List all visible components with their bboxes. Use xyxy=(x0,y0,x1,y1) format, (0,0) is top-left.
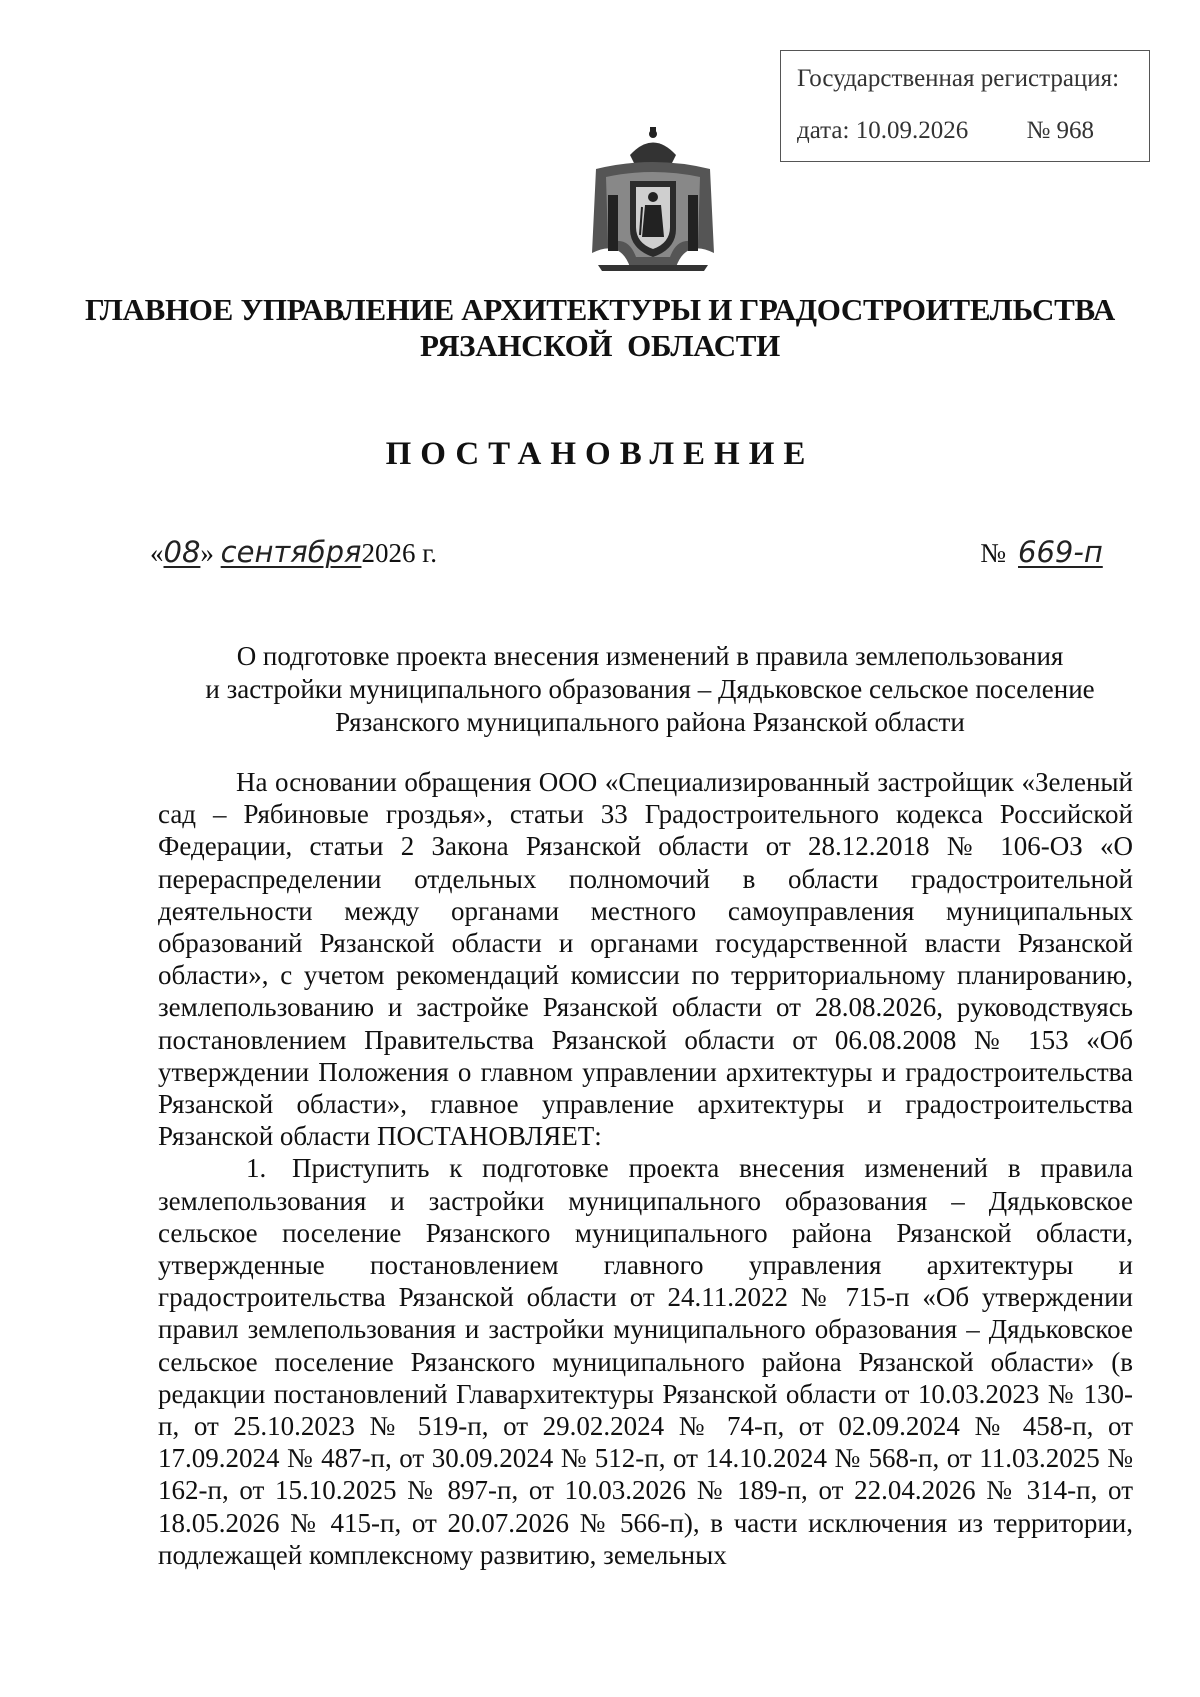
subject-line1: О подготовке проекта внесения изменений в правила землепользования xyxy=(236,641,1064,671)
document-type-title: ПОСТАНОВЛЕНИЕ xyxy=(385,436,815,472)
agency-name-line1: ГЛАВНОЕ УПРАВЛЕНИЕ АРХИТЕКТУРЫ И ГРАДОСТРОИТЕЛЬСТВА xyxy=(84,292,1115,327)
item-1-paragraph xyxy=(158,1152,1133,1571)
date-close-quote: » xyxy=(200,538,214,568)
date-open-quote: « xyxy=(150,538,164,568)
document-number-label: № xyxy=(980,538,1006,568)
preamble-paragraph: На основании обращения ООО «Специализированный застройщик «Зеленый сад – Рябиновые гроздья», статьи 33 Градостроительного кодекса Российской Федерации, статьи 2 Закона Рязанской области от 28.12.2018 № 106-ОЗ «О перераспределении отдельных полномочий в области градостроительной деятельности между органами местного самоуправления муниципальных образований Рязанской области и органами государственной власти Рязанской области», с учетом рекомендаций комиссии по территориальному планированию, землепользованию и застройке Рязанской области от 28.08.2026, руководствуясь постановлением Правительства Рязанской области от 06.08.2008 № 153 «Об утверждении Положения о главном управлении архитектуры и градостроительства Рязанской области», главное управление архитектуры и градостроительства Рязанской области ПОСТАНОВЛЯЕТ: xyxy=(158,767,1133,1152)
date-month-handwritten: сентября xyxy=(220,535,362,569)
document-date xyxy=(150,535,437,569)
date-year: 2026 г. xyxy=(361,538,438,568)
date-day-handwritten: 08 xyxy=(163,535,201,569)
registration-title: Государственная регистрация: xyxy=(797,65,1120,92)
subject-line3: Рязанского муниципального района Рязанской области xyxy=(335,707,965,737)
item-1-text: Приступить к подготовке проекта внесения изменений в правила землепользования и застройки муниципального образования – Дядьковское сельское поселение Рязанского муниципального района Рязанской области, утвержденные постановлением главного управления архитектуры и градостроительства Рязанской области от 24.11.2022 № 715-п «Об утверждении правил землепользования и застройки муниципального образования – Дядьковское сельское поселение Рязанского муниципального района Рязанской области» (в редакции постановлений Главархитектуры Рязанской области от 10.03.2023 № 130-п, от 25.10.2023 № 519-п, от 29.02.2024 № 74-п, от 02.09.2024 № 458-п, от 17.09.2024 № 487-п, от 30.09.2024 № 512-п, от 14.10.2024 № 568-п, от 11.03.2025 № 162-п, от 15.10.2025 № 897-п, от 10.03.2026 № 189-п, от 22.04.2026 № 314-п, от 18.05.2026 № 415-п, от 20.07.2026 № 566-п), в части исключения из территории, подлежащей комплексному развитию, земельных xyxy=(158,1153,1133,1570)
registration-number: № 968 xyxy=(1026,117,1095,144)
registration-date: дата: 10.09.2026 xyxy=(797,117,969,144)
document-body xyxy=(158,766,1133,1571)
document-number-handwritten: 669-п xyxy=(1018,535,1103,569)
document-subject xyxy=(160,640,1140,739)
item-1-number: 1. xyxy=(246,1153,267,1184)
agency-name-line2: РЯЗАНСКОЙ ОБЛАСТИ xyxy=(419,328,781,363)
document-number xyxy=(980,535,1118,569)
registration-stamp xyxy=(780,50,1150,162)
registration-details xyxy=(797,117,1094,145)
ryazan-coat-of-arms-icon xyxy=(578,125,728,275)
agency-name xyxy=(60,292,1140,364)
subject-line2: и застройки муниципального образования – Дядьковское сельское поселение xyxy=(205,674,1095,704)
